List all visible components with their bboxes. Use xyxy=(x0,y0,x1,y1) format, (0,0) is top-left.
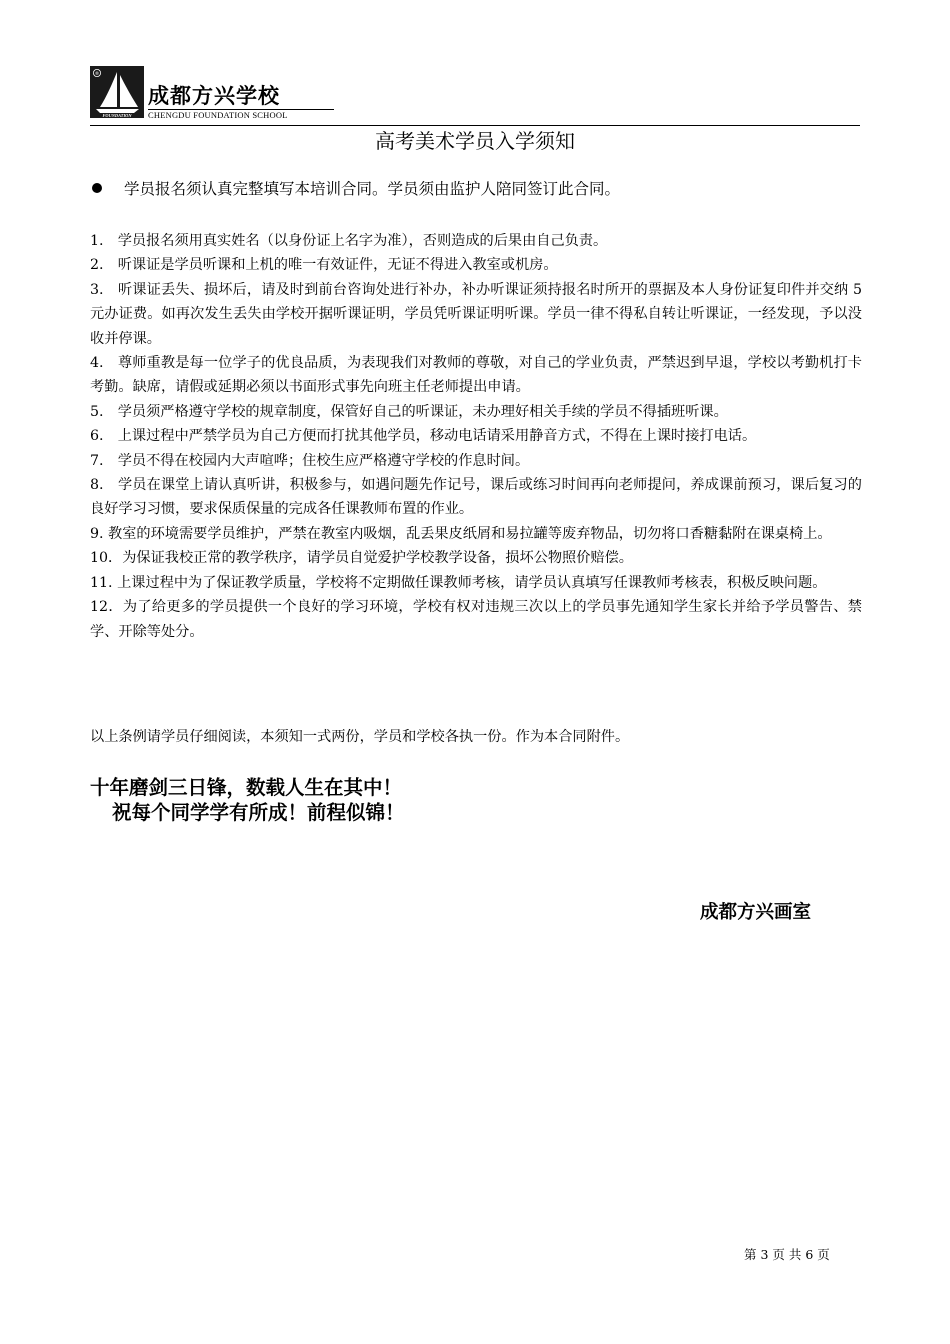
rule-item: 4. 尊师重教是每一位学子的优良品质，为表现我们对教师的尊敬，对自己的学业负责，严禁迟到早退，学校以考勤机打卡考勤。缺席，请假或延期必须以书面形式事先向班主任老师提出申请。 xyxy=(90,355,862,396)
rule-item: 9. 教室的环境需要学员维护，严禁在教室内吸烟，乱丢果皮纸屑和易拉罐等废弃物品，切勿将口香糖黏附在课桌椅上。 xyxy=(90,525,832,542)
rule-item: 3. 听课证丢失、损坏后，请及时到前台咨询处进行补办，补办听课证须持报名时所开的票据及本人身份证复印件并交纳 5 元办证费。如再次发生丢失由学校开据听课证明，学员凭听课证明听课。学员一律不得私自转让听课证，一经发现，予以没收并停课。 xyxy=(90,281,862,347)
school-name-english: CHENGDU FOUNDATION SCHOOL xyxy=(148,110,288,120)
motto xyxy=(90,775,405,825)
bullet-text: 学员报名须认真完整填写本培训合同。学员须由监护人陪同签订此合同。 xyxy=(124,180,621,198)
signature: 成都方兴画室 xyxy=(700,902,812,923)
page-number: 第 3 页 共 6 页 xyxy=(744,1247,830,1262)
page-header xyxy=(90,66,860,126)
page-title: 高考美术学员入学须知 xyxy=(375,129,575,153)
rules-list xyxy=(90,229,862,644)
rule-item: 11. 上课过程中为了保证教学质量，学校将不定期做任课教师考核，请学员认真填写任课教师考核表，积极反映问题。 xyxy=(90,574,827,591)
bullet-notice xyxy=(92,178,860,200)
motto-line-2: 祝每个同学学有所成！前程似锦！ xyxy=(112,801,405,824)
school-logo xyxy=(90,66,144,118)
logo-wordmark: FOUNDATION xyxy=(102,113,132,118)
school-name: 成都方兴学校 xyxy=(148,84,280,108)
bullet-icon xyxy=(92,183,102,193)
rule-item: 1. 学员报名须用真实姓名（以身份证上名字为准），否则造成的后果由自己负责。 xyxy=(90,233,608,249)
rule-item: 8. 学员在课堂上请认真听讲，积极参与，如遇问题先作记号，课后或练习时间再向老师提问，养成课前预习，课后复习的良好学习习惯，要求保质保量的完成各任课教师布置的作业。 xyxy=(90,477,862,518)
closing-note: 以上条例请学员仔细阅读，本须知一式两份，学员和学校各执一份。作为本合同附件。 xyxy=(90,729,630,745)
rule-item: 6. 上课过程中严禁学员为自己方便而打扰其他学员，移动电话请采用静音方式，不得在上课时接打电话。 xyxy=(90,428,757,445)
rule-item: 5. 学员须严格遵守学校的规章制度，保管好自己的听课证，未办理好相关手续的学员不得插班听课。 xyxy=(90,403,728,420)
rule-item: 2. 听课证是学员听课和上机的唯一有效证件，无证不得进入教室或机房。 xyxy=(90,257,558,274)
sail-logo-icon xyxy=(90,66,144,118)
motto-line-1: 十年磨剑三日锋，数载人生在其中！ xyxy=(90,776,403,799)
header-divider xyxy=(90,125,860,126)
registered-mark: ® xyxy=(94,71,100,77)
rule-item: 10．为保证我校正常的教学秩序，请学员自觉爱护学校教学设备，损坏公物照价赔偿。 xyxy=(90,550,633,567)
rule-item: 7. 学员不得在校园内大声喧哗；住校生应严格遵守学校的作息时间。 xyxy=(90,452,530,469)
rule-item: 12．为了给更多的学员提供一个良好的学习环境，学校有权对违规三次以上的学员事先通知学生家长并给予学员警告、禁学、开除等处分。 xyxy=(90,599,862,640)
